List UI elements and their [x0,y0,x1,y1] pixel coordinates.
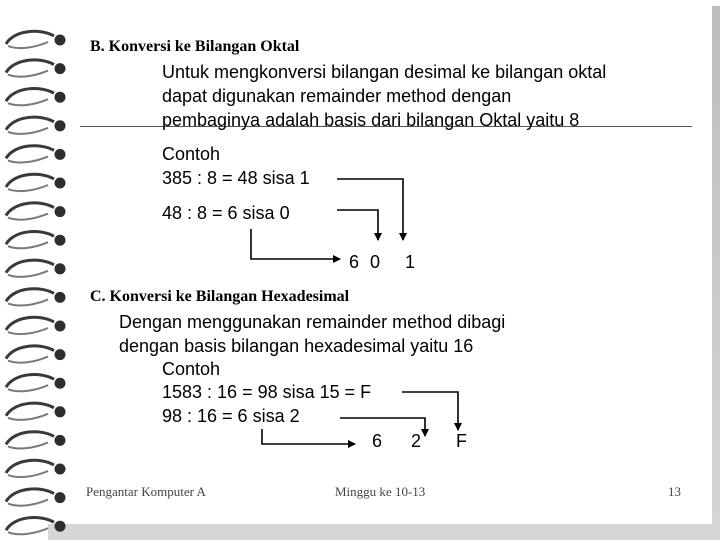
section-c-intro-line-2: dengan basis bilangan hexadesimal yaitu 16 [119,336,474,356]
section-b-step-1: 385 : 8 = 48 sisa 1 [162,168,310,188]
section-c-result-digit-3: F [456,431,467,451]
section-c-example-label: Contoh [162,359,221,379]
section-b-intro-line-2: dapat digunakan remainder method dengan [162,86,512,106]
section-c-step-2: 98 : 16 = 6 sisa 2 [162,406,300,426]
section-b-result-digit-3: 1 [405,252,416,272]
section-b-example-label: Contoh [162,144,221,164]
section-b-result-digit-2: 0 [370,252,381,272]
section-c-heading: C. Konversi ke Bilangan Hexadesimal [90,288,350,305]
footer-page-number: 13 [668,484,681,499]
arrow-c-remainder-2 [340,418,425,436]
arrow-b-remainder-0 [337,210,378,240]
footer-course-title: Pengantar Komputer A [86,484,206,499]
section-b-step-2: 48 : 8 = 6 sisa 0 [162,203,290,223]
section-c-step-1: 1583 : 16 = 98 sisa 15 = F [162,382,372,402]
section-c-intro-line-1: Dengan menggunakan remainder method dibagi [119,312,506,332]
section-b-heading: B. Konversi ke Bilangan Oktal [90,38,300,55]
arrow-b-quotient-6 [251,229,340,259]
section-b-intro-line-3: pembaginya adalah basis dari bilangan Oktal yaitu 8 [162,110,580,130]
section-c-result-digit-2: 2 [411,431,422,451]
section-b-intro-line-1: Untuk mengkonversi bilangan desimal ke bilangan oktal [162,62,607,82]
arrow-c-quotient-6 [262,429,355,444]
section-b-result-digit-1: 6 [349,252,360,272]
section-c-result-digit-1: 6 [372,431,383,451]
footer-week-label: Minggu ke 10-13 [335,484,426,499]
arrow-c-remainder-f [402,392,458,430]
